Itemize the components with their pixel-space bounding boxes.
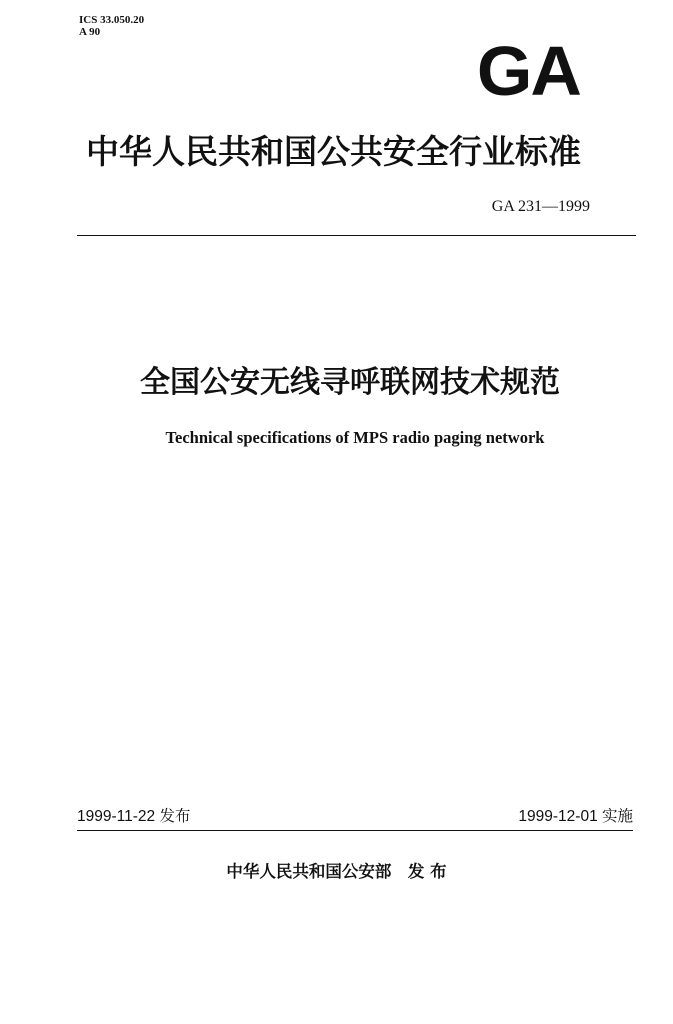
implementation-date: 1999-12-01 实施 xyxy=(518,808,633,825)
ics-code: ICS 33.050.20 xyxy=(79,14,145,26)
ga-logo xyxy=(476,32,590,110)
divider-bottom xyxy=(77,830,633,831)
divider-top xyxy=(77,235,636,236)
logo-text: GA xyxy=(476,32,580,110)
publisher: 中华人民共和国公安部 发 布 xyxy=(226,862,447,881)
class-code: A 90 xyxy=(79,26,101,38)
classification-codes xyxy=(79,14,144,38)
document-title-cn: 全国公安无线寻呼联网技术规范 xyxy=(140,365,560,400)
issue-date: 1999-11-22 发布 xyxy=(77,808,191,825)
standard-title: 中华人民共和国公共安全行业标准 xyxy=(86,132,581,171)
document-title-en: Technical specifications of MPS radio paging network xyxy=(165,428,545,447)
standard-number: GA 231—1999 xyxy=(491,198,590,215)
